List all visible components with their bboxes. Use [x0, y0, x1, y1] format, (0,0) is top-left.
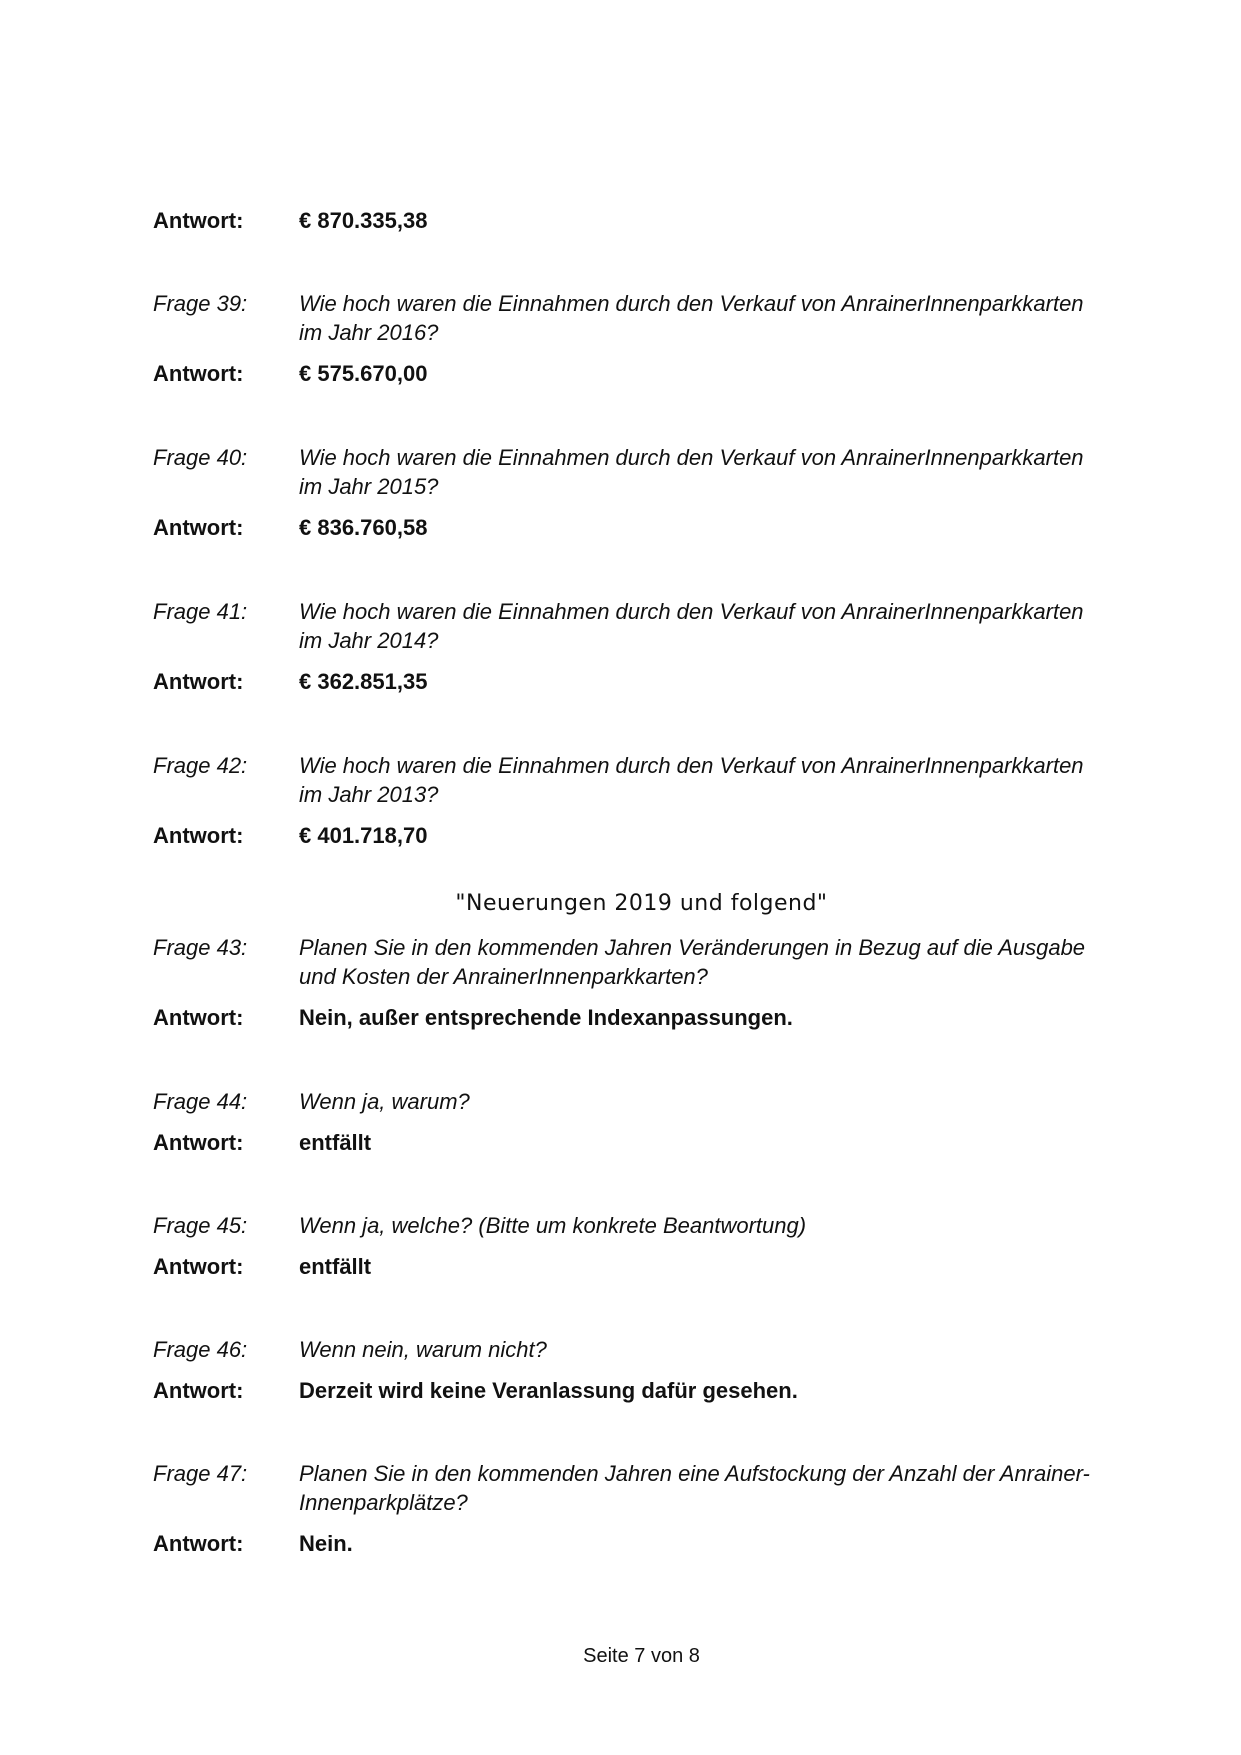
answer-label: Antwort: — [153, 208, 244, 233]
answer-text: Nein. — [299, 1531, 353, 1556]
question-text: Planen Sie in den kommenden Jahren eine Aufstockung der Anzahl der Anrainer- — [299, 1461, 1090, 1486]
answer-text: € 836.760,58 — [299, 515, 428, 540]
question-text: Wie hoch waren die Einnahmen durch den Verkauf von AnrainerInnenparkkarten — [299, 599, 1084, 624]
question-label: Frage 44: — [153, 1089, 248, 1114]
question-label: Frage 41: — [153, 599, 248, 624]
question-label: Frage 47: — [153, 1461, 248, 1486]
question-label: Frage 42: — [153, 753, 248, 778]
question-text: Innenparkplätze? — [299, 1490, 468, 1515]
answer-text: € 401.718,70 — [299, 823, 428, 848]
question-label: Frage 46: — [153, 1337, 248, 1362]
section-heading: "Neuerungen 2019 und folgend" — [455, 891, 828, 916]
question-text: im Jahr 2015? — [299, 474, 439, 499]
answer-text: entfällt — [299, 1130, 372, 1155]
answer-label: Antwort: — [153, 515, 244, 540]
answer-text: € 870.335,38 — [299, 208, 428, 233]
answer-text: € 575.670,00 — [299, 361, 428, 386]
question-text: und Kosten der AnrainerInnenparkkarten? — [299, 964, 708, 989]
answer-label: Antwort: — [153, 669, 244, 694]
answer-text: entfällt — [299, 1254, 372, 1279]
answer-label: Antwort: — [153, 1130, 244, 1155]
question-text: Wie hoch waren die Einnahmen durch den Verkauf von AnrainerInnenparkkarten — [299, 753, 1084, 778]
answer-text: Nein, außer entsprechende Indexanpassungen. — [299, 1005, 793, 1030]
answer-text: € 362.851,35 — [299, 669, 428, 694]
answer-label: Antwort: — [153, 1005, 244, 1030]
question-label: Frage 40: — [153, 445, 248, 470]
answer-label: Antwort: — [153, 823, 244, 848]
question-text: Wie hoch waren die Einnahmen durch den Verkauf von AnrainerInnenparkkarten — [299, 291, 1084, 316]
question-text: Wenn nein, warum nicht? — [299, 1337, 547, 1362]
question-text: Wenn ja, welche? (Bitte um konkrete Beantwortung) — [299, 1213, 807, 1238]
question-text: Wenn ja, warum? — [299, 1089, 470, 1114]
question-label: Frage 45: — [153, 1213, 248, 1238]
answer-label: Antwort: — [153, 361, 244, 386]
question-text: Planen Sie in den kommenden Jahren Veränderungen in Bezug auf die Ausgabe — [299, 935, 1086, 960]
answer-label: Antwort: — [153, 1254, 244, 1279]
question-text: im Jahr 2016? — [299, 320, 439, 345]
question-text: im Jahr 2014? — [299, 628, 439, 653]
answer-label: Antwort: — [153, 1531, 244, 1556]
question-text: Wie hoch waren die Einnahmen durch den Verkauf von AnrainerInnenparkkarten — [299, 445, 1084, 470]
answer-label: Antwort: — [153, 1378, 244, 1403]
answer-text: Derzeit wird keine Veranlassung dafür gesehen. — [299, 1378, 798, 1403]
question-label: Frage 43: — [153, 935, 248, 960]
question-text: im Jahr 2013? — [299, 782, 439, 807]
question-label: Frage 39: — [153, 291, 248, 316]
page-number: Seite 7 von 8 — [583, 1645, 700, 1667]
